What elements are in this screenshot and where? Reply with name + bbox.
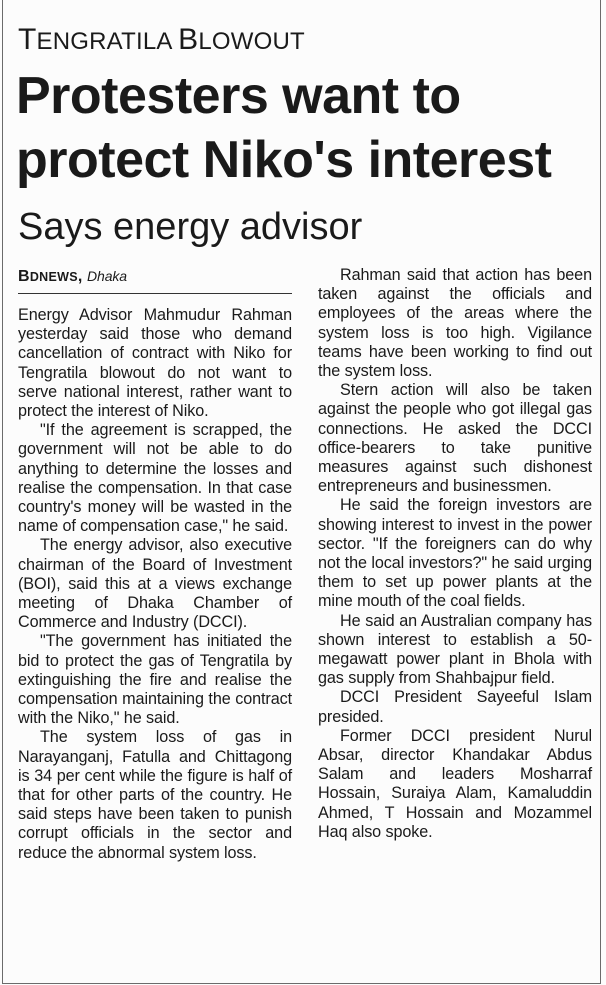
- paragraph: "The government has initiated the bid to protect the gas of Tengratila by extinguishing the fire and realise the compensation maintaining the contract with the Niko," he said.: [18, 632, 292, 728]
- paragraph: Energy Advisor Mahmudur Rahman yesterday said those who demand cancellation of contract with Niko for Tengratila blowout do not want to serve national interest, rather want to protect the interest of Niko.: [18, 306, 292, 421]
- kicker-initial-1: T: [18, 23, 37, 56]
- paragraph: The system loss of gas in Narayanganj, Fatulla and Chittagong is 34 per cent while the figure is half of that for other parts of the country. He said steps have been taken to punish corrupt officials in the sector and reduce the abnormal system loss.: [18, 728, 292, 862]
- byline: [18, 266, 292, 294]
- paragraph: He said the foreign investors are showing interest to invest in the power sector. "If the foreigners can do why not the local investors?" he said urging them to set up power plants at the mine mouth of the coal fields.: [318, 496, 592, 611]
- byline-location: Dhaka: [87, 268, 127, 284]
- column-1: [18, 266, 292, 863]
- deck: Says energy advisor: [18, 206, 363, 248]
- paragraph: Rahman said that action has been taken against the officials and employees of the areas where the system loss is too high. Vigilance teams have been working to find out the system loss.: [318, 266, 592, 381]
- paragraph: Stern action will also be taken against the people who got illegal gas connections. He asked the DCCI office-bearers to take punitive measures against such dishonest entrepreneurs and businessmen.: [318, 381, 592, 496]
- byline-agency: [18, 268, 83, 285]
- byline-agency-rest: DNEWS: [29, 270, 78, 284]
- byline-agency-initial: B: [18, 268, 30, 285]
- byline-separator: ,: [77, 268, 83, 285]
- paragraph: The energy advisor, also executive chairman of the Board of Investment (BOI), said this at a views exchange meeting of Dhaka Chamber of Commerce and Industry (DCCI).: [18, 536, 292, 632]
- column-2: [318, 266, 592, 842]
- kicker-rest-1: ENGRATILA: [36, 28, 179, 55]
- paragraph: Former DCCI president Nurul Absar, director Khandakar Abdus Salam and leaders Mosharraf Hossain, Suraiya Alam, Kamaluddin Ahmed, T Hossain and Mozammel Haq also spoke.: [318, 726, 592, 841]
- kicker-rest-2: LOWOUT: [198, 28, 305, 55]
- kicker: [18, 22, 305, 60]
- paragraph: DCCI President Sayeeful Islam presided.: [318, 688, 592, 726]
- paragraph: He said an Australian company has shown interest to establish a 50-megawatt power plant in Bhola with gas supply from Shahbajpur field.: [318, 611, 592, 688]
- kicker-initial-2: B: [178, 23, 199, 56]
- paragraph: "If the agreement is scrapped, the government will not be able to do anything to determine the losses and realise the compensation. In that case country's money will be wasted in the name of compensation case," he said.: [18, 421, 292, 536]
- headline: Protesters want to protect Niko's interest: [16, 67, 552, 189]
